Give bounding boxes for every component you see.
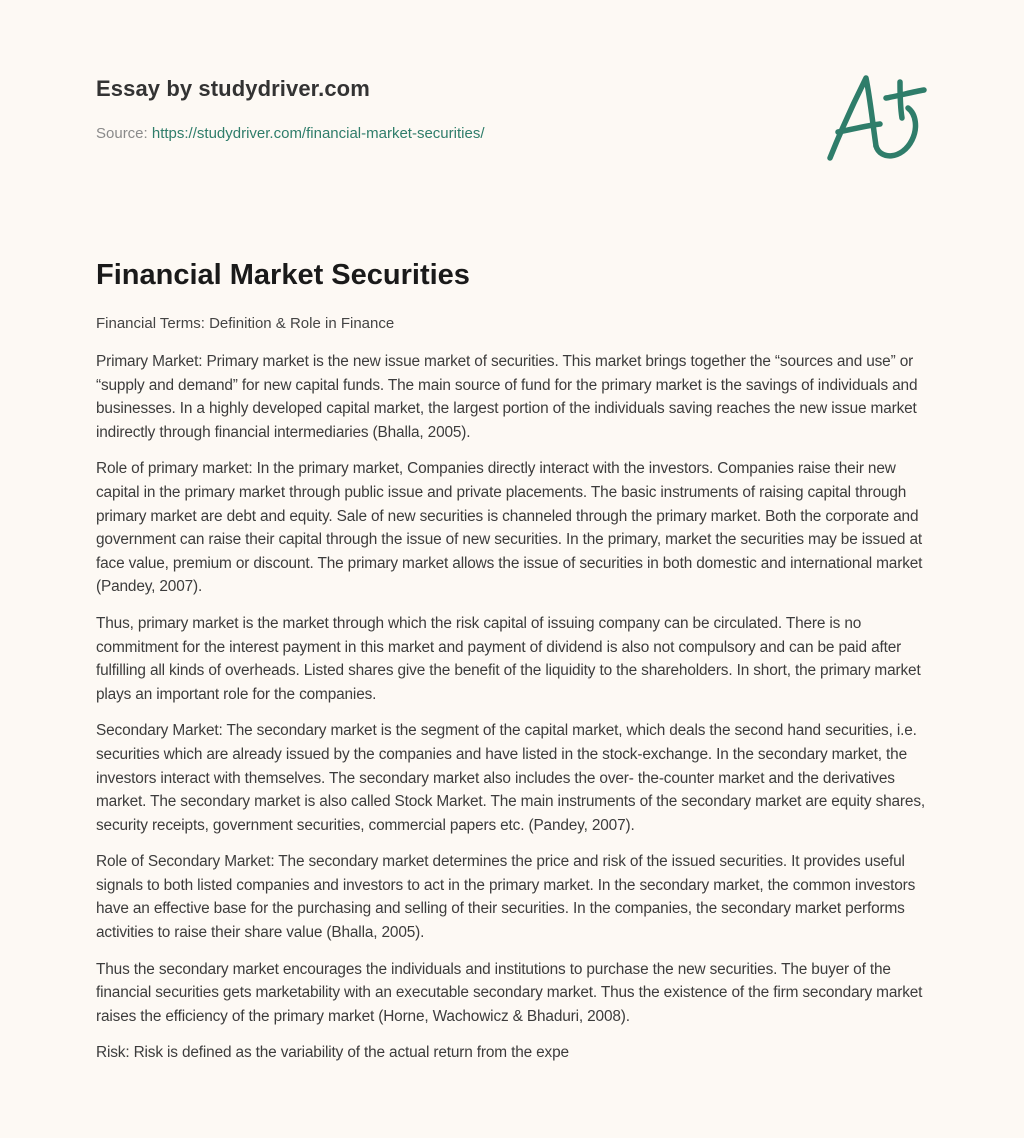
article: [96, 256, 932, 1078]
article-title: Financial Market Securities: [96, 259, 470, 291]
paragraph-primary-market: Primary Market: Primary market is the new issue market of securities. This market brings together the “sources and use” or “supply and demand” for new capital funds. The main source of fund for the primary market is the savings of individuals and businesses. In a highly developed capital market, the largest portion of the individuals saving reaches the new issue market indirectly through financial intermediaries (Bhalla, 2005).: [96, 353, 918, 441]
paragraph-risk: Risk: Risk is defined as the variability of the actual return from the expe: [96, 1044, 569, 1062]
paragraph-secondary-summary: Thus the secondary market encourages the individuals and institutions to purchase the new securities. The buyer of the financial securities gets marketability with an executable secondary market. Thus the existence of the firm secondary market raises the efficiency of the primary market (Horne, Wachowicz & Bhaduri, 2008).: [96, 960, 923, 1025]
brand-title: Essay by studydriver.com: [96, 76, 370, 101]
paragraph-role-primary-market: Role of primary market: In the primary market, Companies directly interact with the investors. Companies raise their new capital in the primary market through public issue and private placements. The basic instruments of raising capital through primary market are debt and equity. Sale of new securities is channeled through the primary market. Both the corporate and government can raise their capital through the issue of new securities. In the primary, market the securities may be issued at face value, premium or discount. The primary market allows the issue of securities in both domestic and international market (Pandey, 2007).: [96, 460, 923, 596]
paragraph-primary-summary: Thus, primary market is the market through which the risk capital of issuing company can be circulated. There is no commitment for the interest payment in this market and payment of dividend is also not compulsory and can be paid after fulfilling all kinds of overheads. Listed shares give the benefit of the liquidity to the shareholders. In short, the primary market plays an important role for the companies.: [96, 614, 921, 703]
paragraph-role-secondary-market: Role of Secondary Market: The secondary market determines the price and risk of the issued securities. It provides useful signals to both listed companies and investors to act in the primary market. In the secondary market, the common investors have an effective base for the purchasing and selling of their securities. In the companies, the secondary market performs activities to raise their share value (Bhalla, 2005).: [96, 853, 916, 942]
a-plus-logo-icon: [820, 68, 930, 168]
paragraph-secondary-market: Secondary Market: The secondary market is the segment of the capital market, which deals the second hand securities, i.e. securities which are already issued by the companies and have listed in the stock-exchange. In the secondary market, the investors interact with themselves. The secondary market also includes the over- the-counter market and the derivatives market. The secondary market is also called Stock Market. The main instruments of the secondary market are equity shares, security receipts, government securities, commercial papers etc. (Pandey, 2007).: [96, 722, 925, 834]
source-link[interactable]: https://studydriver.com/financial-market-securities/: [151, 125, 485, 142]
article-subtitle: Financial Terms: Definition & Role in Finance: [96, 315, 395, 332]
site-header: [96, 74, 796, 144]
source-label: Source:: [96, 125, 148, 142]
source-line: [96, 124, 796, 144]
